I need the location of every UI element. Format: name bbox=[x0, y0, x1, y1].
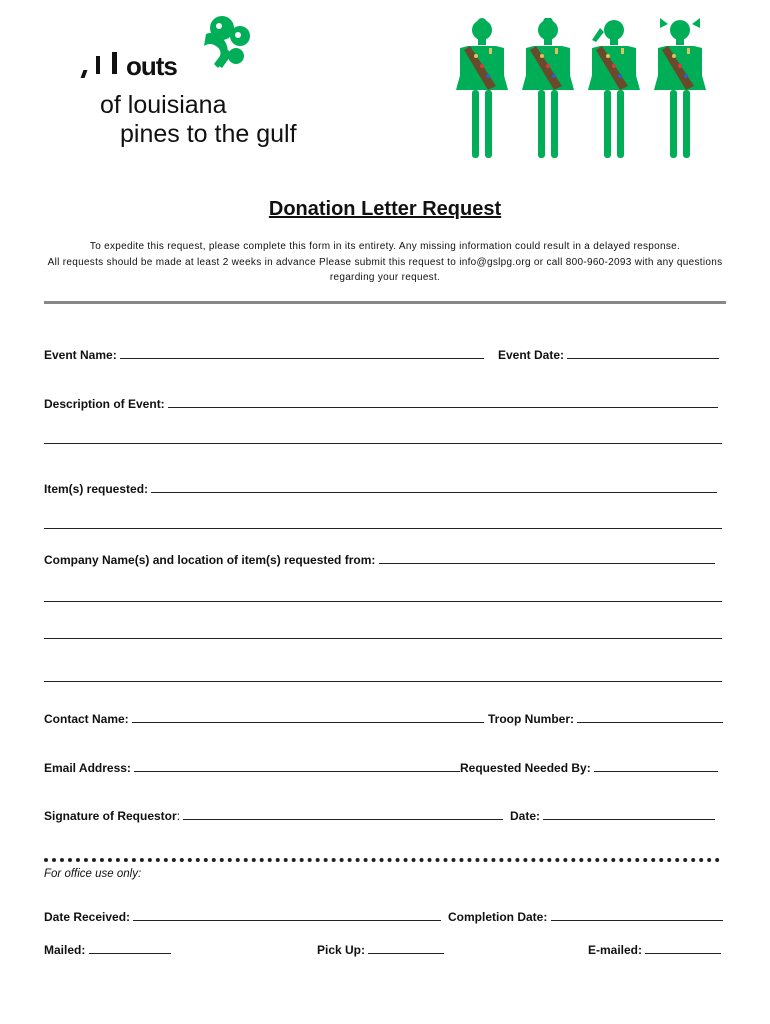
date-received-field[interactable] bbox=[44, 908, 441, 924]
needed-by-label: Requested Needed By: bbox=[460, 761, 591, 775]
contact-name-field[interactable] bbox=[44, 710, 484, 726]
logo-partial-letters bbox=[80, 52, 120, 80]
pickup-field[interactable] bbox=[317, 941, 444, 957]
girl-figure-4 bbox=[654, 18, 706, 158]
girl-figure-2 bbox=[522, 18, 574, 158]
logo bbox=[80, 16, 320, 146]
troop-number-label: Troop Number: bbox=[488, 712, 574, 726]
items-line-2[interactable] bbox=[44, 528, 722, 529]
girl-figure-1 bbox=[456, 18, 508, 158]
girl-figure-3 bbox=[588, 20, 640, 158]
intro-text bbox=[40, 239, 730, 286]
completion-date-label: Completion Date: bbox=[448, 910, 548, 924]
needed-by-line[interactable] bbox=[594, 759, 718, 772]
page-title: Donation Letter Request bbox=[268, 198, 502, 220]
event-name-field[interactable] bbox=[44, 346, 484, 362]
header-divider bbox=[44, 301, 726, 304]
company-line-2[interactable] bbox=[44, 601, 722, 602]
office-divider bbox=[44, 852, 720, 862]
intro-line-2: All requests should be made at least 2 weeks in advance Please submit this request to info@gslpg.org or call 800-960-2093 with any questions bbox=[47, 256, 723, 268]
trefoil-logo-icon bbox=[192, 16, 254, 72]
office-use-note: For office use only: bbox=[44, 868, 142, 880]
signature-date-label: Date: bbox=[510, 809, 541, 823]
pickup-label: Pick Up: bbox=[317, 943, 366, 957]
intro-line-3: regarding your request. bbox=[329, 272, 441, 283]
items-field[interactable] bbox=[44, 480, 717, 496]
intro-line-1: To expedite this request, please complete this form in its entirety. Any missing information could result in a delayed response. bbox=[89, 241, 681, 252]
email-address-line[interactable] bbox=[134, 759, 460, 772]
company-line-4[interactable] bbox=[44, 681, 722, 682]
girl-figures-illustration bbox=[448, 18, 716, 164]
troop-number-field[interactable] bbox=[488, 710, 723, 726]
description-line-2[interactable] bbox=[44, 443, 722, 444]
event-date-line[interactable] bbox=[567, 346, 719, 359]
pickup-line[interactable] bbox=[368, 941, 444, 954]
email-address-label: Email Address: bbox=[44, 761, 131, 775]
completion-date-line[interactable] bbox=[551, 908, 723, 921]
description-line[interactable] bbox=[168, 395, 718, 408]
troop-number-line[interactable] bbox=[577, 710, 723, 723]
mailed-line[interactable] bbox=[89, 941, 171, 954]
date-received-line[interactable] bbox=[133, 908, 441, 921]
company-line-3[interactable] bbox=[44, 638, 722, 639]
email-address-field[interactable] bbox=[44, 759, 460, 775]
event-date-field[interactable] bbox=[498, 346, 719, 362]
contact-name-line[interactable] bbox=[132, 710, 484, 723]
items-label: Item(s) requested: bbox=[44, 482, 149, 496]
mailed-field[interactable] bbox=[44, 941, 171, 957]
company-label: Company Name(s) and location of item(s) requested from: bbox=[44, 553, 376, 567]
company-field[interactable] bbox=[44, 551, 715, 567]
emailed-field[interactable] bbox=[588, 941, 721, 957]
emailed-line[interactable] bbox=[645, 941, 721, 954]
signature-line[interactable] bbox=[183, 807, 503, 820]
logo-line-2: pines to the gulf bbox=[120, 120, 297, 148]
contact-name-label: Contact Name: bbox=[44, 712, 129, 726]
event-name-label: Event Name: bbox=[44, 348, 117, 362]
signature-label: Signature of Requestor bbox=[44, 809, 177, 823]
signature-date-line[interactable] bbox=[543, 807, 715, 820]
completion-date-field[interactable] bbox=[448, 908, 723, 924]
event-date-label: Event Date: bbox=[498, 348, 565, 362]
needed-by-field[interactable] bbox=[460, 759, 718, 775]
description-label: Description of Event: bbox=[44, 397, 165, 411]
signature-colon: : bbox=[176, 809, 181, 823]
event-name-line[interactable] bbox=[120, 346, 484, 359]
date-received-label: Date Received: bbox=[44, 910, 131, 924]
signature-field[interactable] bbox=[44, 807, 503, 823]
logo-brand-word: outs bbox=[126, 51, 177, 81]
emailed-label: E-mailed: bbox=[588, 943, 643, 957]
company-line[interactable] bbox=[379, 551, 715, 564]
signature-date-field[interactable] bbox=[510, 807, 715, 823]
items-line[interactable] bbox=[151, 480, 717, 493]
description-field[interactable] bbox=[44, 395, 718, 411]
mailed-label: Mailed: bbox=[44, 943, 86, 957]
logo-line-1: of louisiana bbox=[100, 91, 227, 119]
